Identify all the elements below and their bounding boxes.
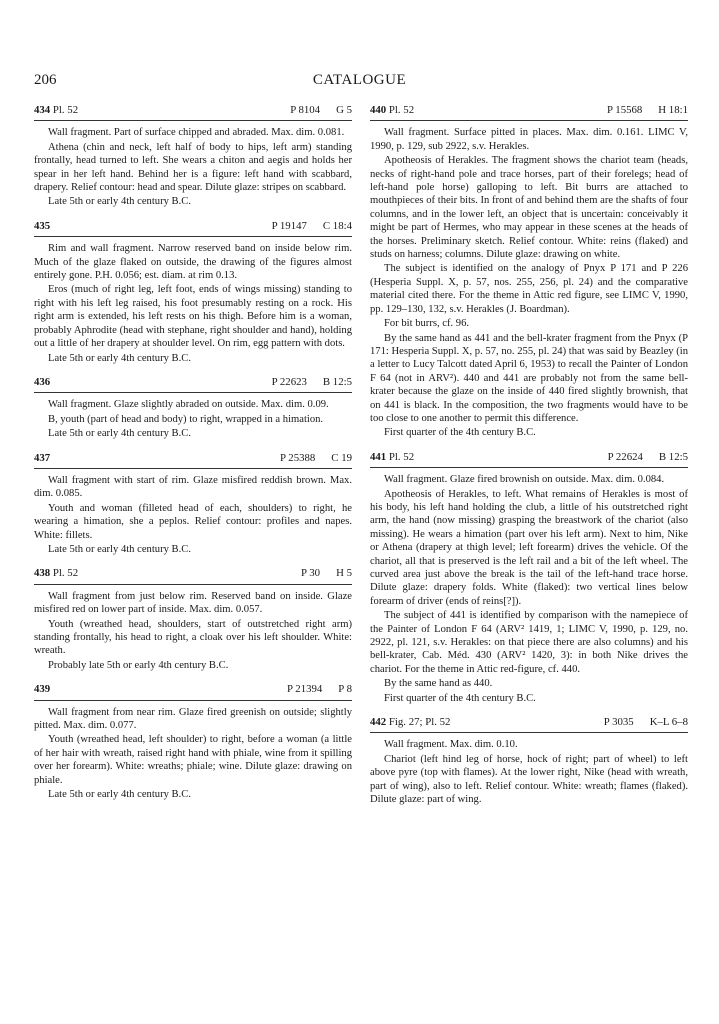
entry-number: 440	[370, 104, 387, 116]
entry-paragraph: Chariot (left hind leg of horse, hock of right; part of wheel) to left above pyre (top with flames). At the lower right, Nike (head with wreath, part of wing), also to left. Relief contour. White: wreath; flames (flaked). Dilute glaze: part of wing.	[370, 753, 688, 806]
entry-number: 435	[34, 219, 51, 232]
inventory-number: P 22624	[607, 450, 643, 463]
entry-header	[34, 567, 352, 584]
entry-header	[370, 716, 688, 733]
plate-reference: Pl. 52	[52, 567, 79, 580]
running-head: CATALOGUE	[312, 72, 407, 88]
entry-header	[34, 104, 352, 121]
entry-paragraph: Wall fragment. Glaze slightly abraded on outside. Max. dim. 0.09.	[48, 399, 329, 411]
entry-header	[370, 451, 688, 468]
entry-paragraph: Late 5th or early 4th century B.C.	[48, 789, 191, 801]
entry-paragraph: Late 5th or early 4th century B.C.	[48, 543, 191, 555]
catalogue-entry	[34, 104, 352, 209]
entry-paragraph: Late 5th or early 4th century B.C.	[48, 352, 191, 364]
catalogue-entry	[34, 376, 352, 441]
catalogue-entry	[370, 716, 688, 806]
findspot: K–L 6–8	[649, 716, 688, 729]
entry-paragraph: Wall fragment. Surface pitted in places. Max. dim. 0.161. LIMC V, 1990, p. 129, sub 2922, s.v. Herakles.	[370, 127, 688, 152]
plate-reference: Fig. 27; Pl. 52	[388, 716, 451, 729]
catalogue-entry	[34, 452, 352, 557]
inventory-number: P 22623	[271, 375, 307, 388]
entry-paragraph: Rim and wall fragment. Narrow reserved band on inside below rim. Much of the glaze flaked on outside, the drawing of the figures almost entirely gone. P.H. 0.056; est. diam. at rim 0.13.	[34, 243, 352, 282]
catalogue-entry	[34, 567, 352, 672]
entry-number: 436	[34, 375, 51, 388]
findspot: B 12:5	[322, 375, 352, 388]
entry-header	[34, 376, 352, 393]
entry-paragraph: Youth and woman (filleted head of each, shoulders) to right, he wearing a himation, she a peplos. Relief contour: profiles and napes. White: fillets.	[34, 502, 352, 541]
entry-paragraph: Wall fragment. Part of surface chipped and abraded. Max. dim. 0.081.	[48, 127, 345, 139]
entry-paragraph: Wall fragment from near rim. Glaze fired greenish on outside; slightly pitted. Max. dim. 0.077.	[34, 706, 352, 732]
entry-paragraph: The subject of 441 is identified by comparison with the namepiece of the Painter of London F 64 (ARV² 1419, 1; LIMC V, 1990, p. 129, no. 2922, pl. 121, s.v. Herakles: on that piece there are also columns) and his bell-krater, Cab. Méd. 430 (ARV² 1420, 3): in both Nike drives the chariot. For the theme in Attic red-figure, cf. 440.	[370, 610, 688, 675]
entry-paragraph: By the same hand as 441 and the bell-krater fragment from the Pnyx (P 171: Hesperia Suppl. X, p. 57, no. 255, pl. 24) that was said by Beazley (in a letter to Lucy Talcott dated April 6, 1953) to recall the Painter of London F 64 (not in ARV²). 440 and 441 are probably not from the same bell-krater because the glaze on the inside of 440 fired slightly brownish, that on 441 is black. In the composition, the two fragments would have to be too close to one another to permit this difference.	[370, 332, 688, 424]
entry-number: 442	[370, 716, 387, 729]
entry-number: 441	[370, 450, 387, 463]
findspot: B 12:5	[658, 450, 688, 463]
entry-number: 439	[34, 683, 51, 696]
entry-header	[34, 683, 352, 700]
findspot: G 5	[336, 104, 352, 116]
entry-paragraph: Late 5th or early 4th century B.C.	[48, 196, 191, 208]
inventory-number: P 21394	[287, 683, 323, 696]
findspot: H 5	[336, 567, 352, 580]
entry-paragraph: Wall fragment with start of rim. Glaze misfired reddish brown. Max. dim. 0.085.	[34, 474, 352, 500]
page-number: 206	[34, 72, 57, 88]
entry-paragraph: The subject is identified on the analogy of Pnyx P 171 and P 226 (Hesperia Suppl. X, p. 57, nos. 255, 256, pl. 24) and the comparative material cited there. For the theme in Attic red figure, see LIMC V, 1990, pp. 129–130, 132, s.v. Herakles (J. Boardman).	[370, 263, 688, 315]
entry-paragraph: B, youth (part of head and body) to right, wrapped in a himation.	[48, 413, 324, 425]
inventory-number: P 8104	[290, 104, 321, 116]
entry-paragraph: Probably late 5th or early 4th century B.C.	[48, 659, 229, 671]
findspot: P 8	[338, 683, 352, 696]
left-column	[34, 104, 352, 812]
catalogue-entry	[370, 451, 688, 705]
entry-number: 434	[34, 104, 51, 116]
entry-paragraph: Youth (wreathed head, left shoulder) to right, before a woman (a little of her hair with wreath, raised right hand with phiale, wine from it spilling over her forearm). White: wreaths; phiale; wine. Dilute glaze: drawing on phiale.	[34, 734, 352, 786]
entry-paragraph: Wall fragment. Glaze fired brownish on outside. Max. dim. 0.084.	[384, 474, 665, 486]
catalogue-entry	[34, 220, 352, 365]
entry-header	[370, 104, 688, 121]
inventory-number: P 19147	[271, 219, 307, 232]
entry-paragraph: First quarter of the 4th century B.C.	[384, 692, 536, 704]
entry-number: 437	[34, 451, 51, 464]
entry-paragraph: First quarter of the 4th century B.C.	[384, 427, 536, 439]
catalogue-entry	[34, 683, 352, 801]
findspot: H 18:1	[658, 104, 688, 116]
entry-paragraph: By the same hand as 440.	[384, 678, 493, 690]
entry-paragraph: Eros (much of right leg, left foot, ends of wings missing) standing to right with his left leg raised, his foot presumably resting on a rock. His right arm is extended, his left rests on his thigh. Before him is a woman, probably Aphrodite (head with stephane, right shoulder and hand), holding out a little of her drapery at shoulder level. On rim, egg pattern with dots.	[34, 284, 352, 350]
entry-number: 438	[34, 567, 51, 580]
findspot: C 19	[331, 451, 352, 464]
catalogue-entry	[370, 104, 688, 440]
plate-reference: Pl. 52	[388, 450, 415, 463]
entry-paragraph: For bit burrs, cf. 96.	[384, 318, 470, 330]
entry-paragraph: Wall fragment. Max. dim. 0.10.	[384, 739, 518, 751]
plate-reference: Pl. 52	[52, 104, 79, 116]
inventory-number: P 30	[300, 567, 321, 580]
inventory-number: P 3035	[603, 716, 634, 729]
entry-paragraph: Apotheosis of Herakles. The fragment shows the chariot team (heads, necks of right-hand pole and trace horses, part of their forelegs; head of left-hand pole horse) galloping to left. Bit burrs are attached to mouthpieces of their bits. In front of and behind them are the shafts of four columns, and in the lower left, an object that is uncertain: conceivably it might be part of Hermes, who may appear in these scenes at the heads of the horses. Preliminary sketch. Relief contour. White: reins (flaked) and studs on harness; columns. Dilute glaze: drawing on white.	[370, 155, 688, 261]
inventory-number: P 25388	[280, 451, 316, 464]
findspot: C 18:4	[322, 219, 352, 232]
entry-header	[34, 220, 352, 237]
entry-paragraph: Wall fragment from just below rim. Reserved band on inside. Glaze misfired red on lower part of inside. Max. dim. 0.057.	[34, 590, 352, 616]
entry-paragraph: Late 5th or early 4th century B.C.	[48, 428, 191, 440]
right-column	[370, 104, 688, 818]
plate-reference: Pl. 52	[388, 104, 415, 116]
entry-header	[34, 452, 352, 469]
entry-paragraph: Athena (chin and neck, left half of body to hips, left arm) standing frontally, head turned to left. She wears a chiton and aegis and holds her spear in her left hand. Behind her is a figure: left hand with scabbard, drapery. Relief contour: head and spear. Dilute glaze: stripes on scabbard.	[34, 141, 352, 194]
entry-paragraph: Youth (wreathed head, shoulders, start of outstretched right arm) standing frontally, his head to right, a cloak over his left shoulder. White: wreath.	[34, 618, 352, 657]
inventory-number: P 15568	[607, 104, 643, 116]
entry-paragraph: Apotheosis of Herakles, to left. What remains of Herakles is most of his body, his left hand holding the club, a little of his outstretched right arm, the hand (now missing) grasping the breastwork of the chariot (also missing). He wears a himation (part over his left arm). Next to him, Nike or Athena (drapery at thigh level; left forearm) drives the vehicle. Of the chariot, all that is preserved is the left rail and a bit of the left wheel. The curved area just above the break is the tail of the left-hand trace horse. Dilute glaze: drapery folds. White (flaked): two vertical lines below forearm of driver (ends of reins[?]).	[370, 488, 688, 607]
